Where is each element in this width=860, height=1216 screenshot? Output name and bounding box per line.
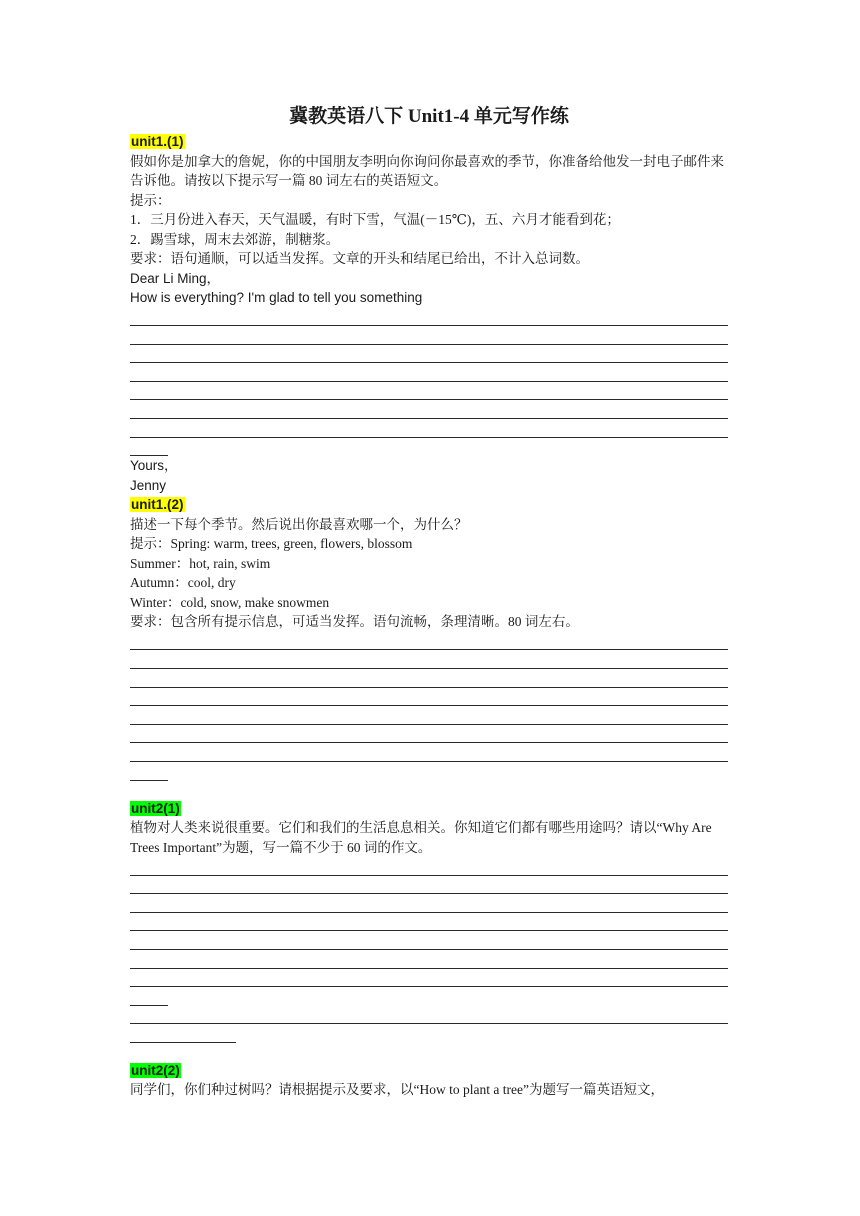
hint-item: 1．三月份进入春天，天气温暖，有时下雪，气温(－15℃)，五、六月才能看到花； — [130, 212, 620, 227]
section-unit1-2 — [130, 495, 728, 798]
answer-lines[interactable] — [130, 632, 728, 781]
answer-line[interactable] — [130, 876, 728, 895]
answer-line[interactable] — [130, 706, 728, 725]
answer-line[interactable] — [130, 382, 728, 401]
requirement-text: 要求：包含所有提示信息，可适当发挥。语句流畅，条理清晰。80 词左右。 — [130, 614, 579, 630]
answer-line[interactable] — [130, 1024, 236, 1043]
section-tag: unit2(1) — [131, 800, 180, 816]
answer-line[interactable] — [130, 363, 728, 382]
answer-line[interactable] — [130, 762, 168, 781]
section-tag: unit1.(2) — [131, 497, 184, 513]
answer-lines[interactable] — [130, 308, 728, 457]
section-tag: unit1.(1) — [131, 134, 184, 149]
hint-item: 提示：Spring: warm, trees, green, flowers, blossom — [130, 536, 413, 552]
answer-line[interactable] — [130, 931, 728, 950]
answer-line[interactable] — [130, 743, 728, 762]
page-title: 冀教英语八下 Unit1-4 单元写作练 — [289, 106, 569, 127]
answer-line[interactable] — [130, 725, 728, 744]
section-unit2-1 — [130, 799, 728, 1061]
hint-item: Autumn：cool, dry — [130, 575, 236, 591]
section-prompt: 同学们，你们种过树吗？请根据提示及要求，以“How to plant a tree”为题写一篇英语短文， — [130, 1082, 664, 1098]
answer-line[interactable] — [130, 326, 728, 345]
answer-line[interactable] — [130, 894, 728, 913]
answer-line[interactable] — [130, 438, 168, 457]
answer-line[interactable] — [130, 419, 728, 438]
letter-signature: Jenny — [130, 477, 167, 493]
answer-line[interactable] — [130, 632, 728, 651]
answer-line[interactable] — [130, 969, 728, 988]
answer-line[interactable] — [130, 688, 728, 707]
answer-line[interactable] — [130, 308, 728, 327]
hint-item: Winter：cold, snow, make snowmen — [130, 594, 330, 610]
letter-closing: Yours， — [130, 458, 178, 474]
answer-line[interactable] — [130, 913, 728, 932]
section-prompt: 假如你是加拿大的詹妮，你的中国朋友李明向你询问你最喜欢的季节，你准备给他发一封电子邮件来告诉他。请按以下提示写一篇 80 词左右的英语短文。 — [130, 153, 724, 188]
requirement-text: 要求：语句通顺，可以适当发挥。文章的开头和结尾已给出，不计入总词数。 — [130, 251, 589, 266]
section-prompt: 植物对人类来说很重要。它们和我们的生活息息相关。你知道它们都有哪些用途吗？请以“Why Are Trees Important”为题，写一篇不少于 60 词的作文。 — [130, 820, 712, 855]
answer-line[interactable] — [130, 400, 728, 419]
answer-line[interactable] — [130, 987, 168, 1006]
answer-lines[interactable] — [130, 857, 728, 1043]
answer-line[interactable] — [130, 1006, 728, 1025]
answer-line[interactable] — [130, 669, 728, 688]
letter-opening: How is everything? I'm glad to tell you something — [130, 290, 423, 305]
section-unit1-1 — [130, 132, 728, 495]
answer-line[interactable] — [130, 857, 728, 876]
answer-line[interactable] — [130, 650, 728, 669]
hint-item: Summer：hot, rain, swim — [130, 555, 271, 571]
hint-item: 2．踢雪球，周末去郊游，制糖浆。 — [130, 231, 340, 247]
section-prompt: 描述一下每个季节。然后说出你最喜欢哪一个，为什么？ — [130, 516, 468, 532]
section-tag: unit2(2) — [131, 1062, 180, 1078]
letter-greeting: Dear Li Ming， — [130, 270, 221, 286]
hint-label: 提示： — [130, 192, 171, 208]
answer-line[interactable] — [130, 345, 728, 364]
document-body — [130, 104, 728, 1100]
answer-line[interactable] — [130, 950, 728, 969]
section-unit2-2 — [130, 1061, 728, 1100]
